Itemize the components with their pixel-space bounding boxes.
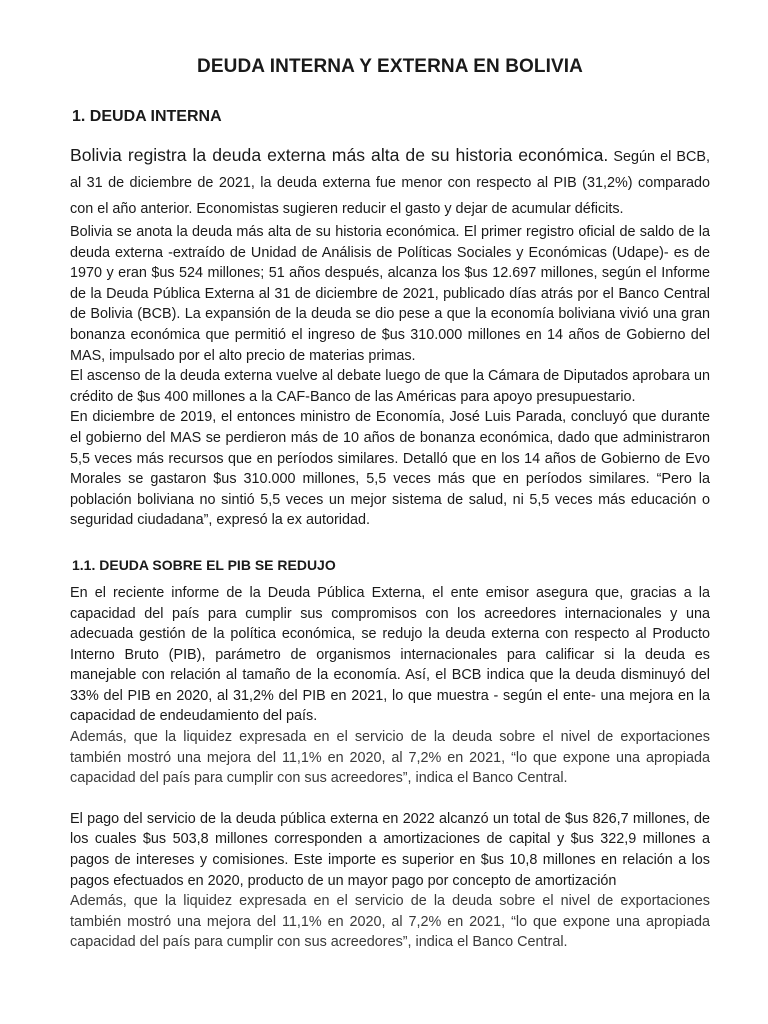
lead-headline: Bolivia registra la deuda externa más alta de su historia económica.	[70, 145, 609, 165]
paragraph-pago-servicio: El pago del servicio de la deuda pública externa en 2022 alcanzó un total de $us 826,7 millones, de los cuales $us 503,8 millones corresponden a amortizaciones de capital y $us 322,9 millones a pagos de intereses y comisiones. Este importe es superior en $us 10,8 millones en relación a los pagos efectuados en 2020, producto de un mayor pago por concepto de amortización	[70, 810, 710, 889]
section-heading-deuda-interna: 1. DEUDA INTERNA	[72, 108, 222, 125]
lead-paragraph	[70, 142, 710, 222]
paragraph-credito-caf: El ascenso de la deuda externa vuelve al debate luego de que la Cámara de Diputados aprobara un crédito de $us 400 millones a la CAF-Banco de las Américas para apoyo presupuestario.	[70, 368, 710, 405]
section1-body	[70, 142, 710, 531]
paragraph-informe-deuda: En el reciente informe de la Deuda Pública Externa, el ente emisor asegura que, gracias a la capacidad del país para cumplir sus compromisos con los acreedores internacionales y una adecuada gestión de la política económica, se redujo la deuda externa con respecto al Producto Interno Bruto (PIB), parámetro de organismos internacionales para calificar si la deuda es manejable con relación al tamaño de la economía. Así, el BCB indica que la deuda disminuyó del 33% del PIB en 2020, al 31,2% del PIB en 2021, lo que muestra - según el ente- una mejora en la capacidad de endeudamiento del país.	[70, 584, 710, 725]
section2-body	[70, 583, 710, 953]
section-heading-deuda-pib: 1.1. DEUDA SOBRE EL PIB SE REDUJO	[72, 556, 336, 573]
paragraph-liquidez-repetido: Además, que la liquidez expresada en el servicio de la deuda sobre el nivel de exportaciones también mostró una mejora del 11,1% en 2020, al 7,2% en 2021, “lo que expone una apropiada capacidad del país para cumplir con sus acreedores”, indica el Banco Central.	[70, 893, 710, 951]
paragraph-deuda-historica: Bolivia se anota la deuda más alta de su historia económica. El primer registro oficial de saldo de la deuda externa -extraído de Unidad de Análisis de Políticas Sociales y Económicas (Udape)- es de 1970 y eran $us 524 millones; 51 años después, alcanza los $us 12.697 millones, según el Informe de la Deuda Pública Externa al 31 de diciembre de 2021, publicado días atrás por el Banco Central de Bolivia (BCB). La expansión de la deuda se dio pese a que la economía boliviana vivió una gran bonanza económica que permitió el ingreso de $us 310.000 millones en 14 años de Gobierno del MAS, impulsado por el alto precio de materias primas.	[70, 224, 710, 364]
paragraph-liquidez: Además, que la liquidez expresada en el servicio de la deuda sobre el nivel de exportaciones también mostró una mejora del 11,1% en 2020, al 7,2% en 2021, “lo que expone una apropiada capacidad del país para cumplir con sus acreedores”, indica el Banco Central.	[70, 729, 710, 787]
document-title: DEUDA INTERNA Y EXTERNA EN BOLIVIA	[197, 56, 583, 77]
lead-summary: Según el BCB, al 31 de diciembre de 2021, la deuda externa fue menor con respecto al PIB (31,2%) comparado con el año anterior. Economistas sugieren reducir el gasto y dejar de acumular déficits.	[70, 149, 710, 217]
paragraph-ministro-parada: En diciembre de 2019, el entonces ministro de Economía, José Luis Parada, concluyó que durante el gobierno del MAS se perdieron más de 10 años de bonanza económica, dado que administraron 5,5 veces más recursos que en períodos similares. Detalló que en los 14 años de Gobierno de Evo Morales se gastaron $us 310.000 millones, 5,5 veces más que en períodos similares. “Pero la población boliviana no sintió 5,5 veces un mejor sistema de salud, ni 5,5 veces más educación o seguridad ciudadana”, expresó la ex autoridad.	[70, 409, 710, 529]
